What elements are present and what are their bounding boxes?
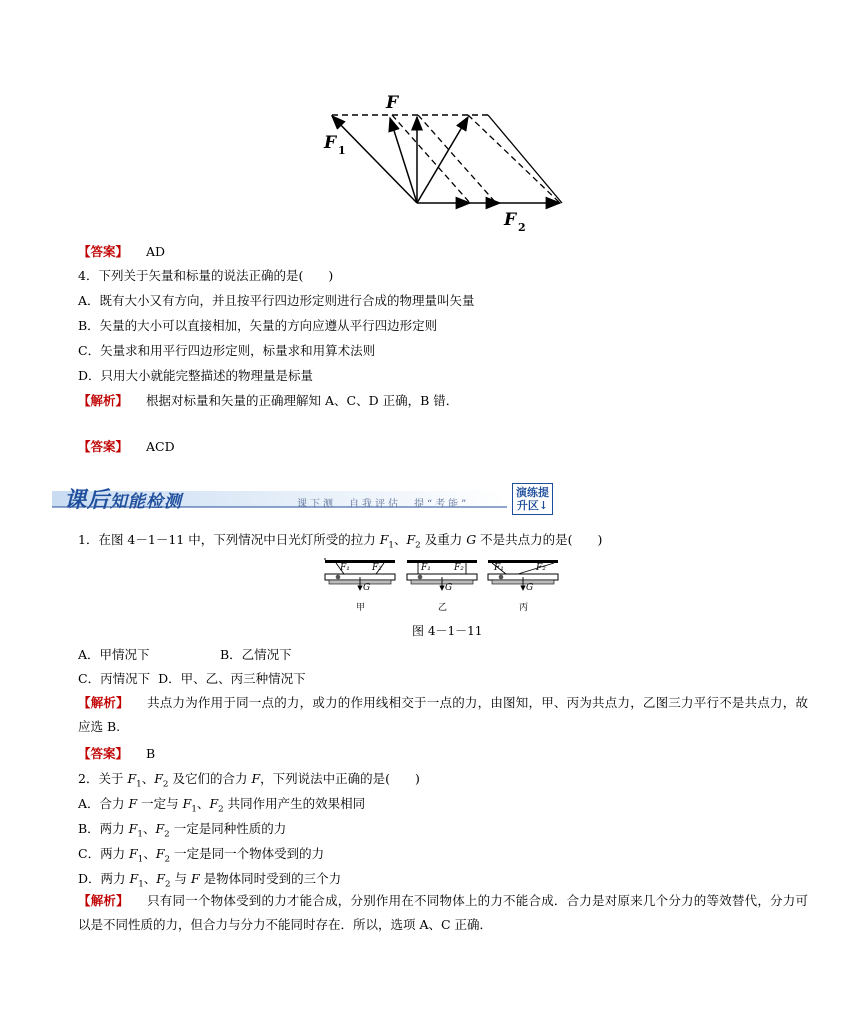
banner-badge-line2: 升区↓	[516, 499, 549, 512]
p2-stem-b: 及它们的合力	[168, 771, 252, 786]
lamp-figure	[322, 558, 562, 616]
label-F2: F	[504, 210, 517, 230]
q4-analysis-line	[78, 392, 458, 410]
p1-option-c: C．丙情况下	[78, 671, 151, 686]
analysis-tag: 【解析】	[78, 695, 129, 710]
q4-option-b: B．矢量的大小可以直接相加，矢量的方向应遵从平行四边形定则	[78, 318, 438, 333]
p2-opt-c-f1-sub: 1	[137, 854, 144, 865]
q4-answer: ACD	[146, 439, 175, 454]
label-F1-sub: 1	[338, 144, 346, 157]
q4-option-a: A．既有大小又有方向，并且按平行四边形定则进行合成的物理量叫矢量	[78, 293, 475, 308]
lamp-jia	[325, 558, 395, 590]
q4-option-d: D．只用大小就能完整描述的物理量是标量	[78, 368, 314, 383]
banner-title-b: 知能检测	[110, 492, 183, 512]
p2-stem	[78, 770, 420, 794]
p2-opt-c-a: C．两力	[78, 846, 130, 861]
p2-opt-d-sep: 、	[143, 871, 157, 886]
lamp-bing-f2: F₂	[536, 563, 546, 573]
figure-caption: 图 4－1－11	[412, 624, 483, 638]
p1-f1: F	[379, 532, 389, 547]
q4-stem: 4．下列关于矢量和标量的说法正确的是( )	[78, 268, 334, 283]
answer-tag: 【答案】	[78, 244, 129, 259]
lamp-label-yi: 乙	[438, 603, 448, 613]
p1-option-a: A．甲情况下	[78, 647, 150, 662]
q4-analysis: 根据对标量和矢量的正确理解知 A、C、D 正确，B 错．	[146, 393, 459, 408]
lamp-jia-f2: F₂	[372, 563, 382, 573]
q4-option-c: C．矢量求和用平行四边形定则，标量求和用算术法则	[78, 343, 376, 358]
p2-stem-a: 2．关于	[78, 771, 128, 786]
lamp-jia-g: G	[363, 583, 371, 593]
section-banner	[52, 482, 562, 514]
p2-f1: F	[127, 771, 137, 786]
p2-opt-d-F: F	[191, 871, 200, 886]
p2-opt-c-f2-sub: 2	[164, 854, 171, 865]
p1-analysis-text: 共点力为作用于同一点的力，或力的作用线相交于一点的力，由图知，甲、丙为共点力，乙图三力平行不是共点力，故应选 B.	[78, 695, 808, 734]
p2-opt-d-c: 是物体同时受到的三个力	[199, 871, 342, 886]
lamp-label-jia: 甲	[356, 603, 366, 613]
banner-subtitle: 课下测 自我评估 提“考能”	[297, 499, 470, 510]
p1-stem-text-a: 1．在图 4－1－11 中，下列情况中日光灯所受的拉力	[78, 532, 380, 547]
p1-option-b: B．乙情况下	[220, 647, 292, 662]
p1-option-d: D．甲、乙、丙三种情况下	[158, 671, 306, 686]
p1-answer: B	[146, 746, 156, 761]
p1-f2: F	[406, 532, 416, 547]
p2-opt-b-f1: F	[128, 821, 138, 836]
lamp-label-bing: 丙	[519, 603, 529, 613]
p2-opt-a-b: 一定与	[137, 796, 183, 811]
p2-opt-c-b: 一定是同一个物体受到的力	[170, 846, 325, 861]
q4-answer-line	[78, 438, 175, 456]
p2-opt-a-f2-sub: 2	[218, 804, 224, 815]
p2-opt-a-a: A．合力	[78, 796, 129, 811]
p2-opt-d-f1: F	[129, 871, 139, 886]
p2-stem-c: ，下列说法中正确的是( )	[260, 771, 420, 786]
p1-f2-sub: 2	[415, 540, 421, 551]
p2-f2-sub: 2	[162, 779, 169, 790]
p1-stem	[78, 531, 602, 555]
force-parallelogram-figure	[320, 88, 570, 233]
p2-F: F	[251, 771, 261, 786]
p1-stem-text-b: 及重力	[420, 532, 467, 547]
lamp-jia-f1: F₁	[340, 563, 350, 573]
p1-answer-line	[78, 745, 155, 763]
lamp-yi	[407, 560, 477, 590]
p2-opt-d-f2-sub: 2	[164, 879, 171, 890]
p2-option-a	[78, 795, 365, 819]
p1-stem-text-c: 不是共点力的是( )	[476, 532, 603, 547]
p2-analysis	[78, 889, 808, 937]
lamp-bing-g: G	[526, 583, 534, 593]
p2-opt-b-a: B．两力	[78, 821, 129, 836]
p2-opt-b-b: 一定是同种性质的力	[169, 821, 287, 836]
p1-g: G	[466, 532, 477, 547]
p1-sep: 、	[393, 532, 407, 547]
p1-f1-sub: 1	[388, 540, 394, 551]
p2-opt-d-f2: F	[156, 871, 165, 886]
p2-opt-b-sep: 、	[142, 821, 156, 836]
q3-answer-line	[78, 243, 165, 261]
p2-f2: F	[154, 771, 163, 786]
p2-opt-d-a: D．两力	[78, 871, 130, 886]
p2-f1-sub: 1	[136, 779, 142, 790]
p2-opt-a-f2: F	[209, 796, 219, 811]
answer-tag: 【答案】	[78, 439, 129, 454]
banner-badge-line1: 演练提	[516, 486, 549, 499]
p2-opt-a-F: F	[128, 796, 138, 811]
banner-title	[64, 483, 182, 514]
q3-answer: AD	[146, 244, 166, 259]
banner-badge	[512, 483, 553, 515]
lamp-yi-f1: F₁	[421, 563, 431, 573]
p2-opt-c-f1: F	[129, 846, 138, 861]
p2-opt-a-c: 共同作用产生的效果相同	[223, 796, 366, 811]
label-F1: F	[324, 133, 337, 153]
p2-opt-b-f2: F	[155, 821, 165, 836]
label-F: F	[386, 93, 399, 113]
p2-opt-c-sep: 、	[143, 846, 156, 861]
p2-opt-d-f1-sub: 1	[138, 879, 144, 890]
lamp-bing-f1: F₁	[494, 563, 504, 573]
p2-opt-b-f2-sub: 2	[164, 829, 170, 840]
p2-opt-d-b: 与	[170, 871, 191, 886]
p2-option-b	[78, 820, 286, 844]
p2-option-c	[78, 845, 324, 869]
p2-opt-b-f1-sub: 1	[137, 829, 143, 840]
lamp-yi-g: G	[445, 583, 453, 593]
analysis-tag: 【解析】	[78, 893, 129, 908]
p2-opt-a-sep: 、	[196, 796, 210, 811]
p2-opt-c-f2: F	[155, 846, 165, 861]
p1-analysis	[78, 691, 808, 739]
banner-title-a: 课后	[64, 487, 111, 513]
lamp-yi-f2: F₂	[454, 563, 464, 573]
label-F2-sub: 2	[518, 221, 526, 233]
answer-tag: 【答案】	[78, 746, 129, 761]
p2-sep: 、	[141, 771, 155, 786]
p2-opt-a-f1-sub: 1	[191, 804, 197, 815]
p1-options-cd	[78, 670, 306, 688]
p2-opt-a-f1: F	[182, 796, 192, 811]
p2-analysis-text: 只有同一个物体受到的力才能合成，分别作用在不同物体上的力不能合成．合力是对原来几个分力的等效替代，分力可以是不同性质的力，但合力与分力不能同时存在．所以，选项 A、C 正确．	[78, 893, 808, 932]
analysis-tag: 【解析】	[78, 393, 129, 408]
